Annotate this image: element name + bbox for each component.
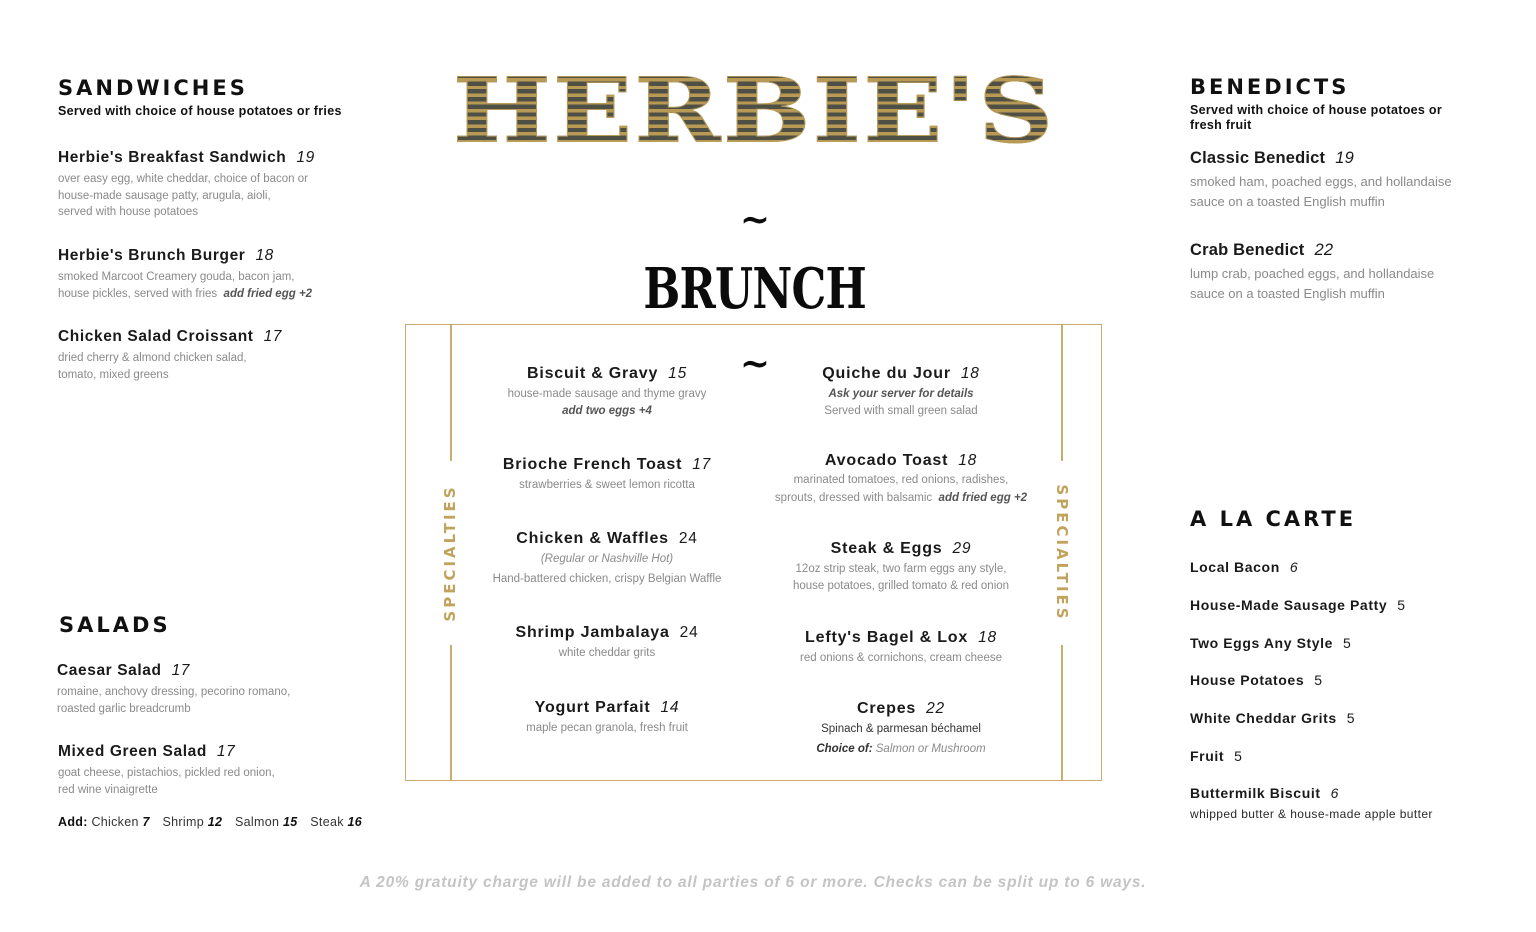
item-name: Quiche du Jour (822, 365, 951, 382)
item-name: Herbie's Brunch Burger (58, 247, 246, 264)
logo-herbies (436, 57, 1072, 170)
special-quiche-du-jour (756, 365, 1046, 419)
menu-item-brunch-burger (58, 247, 378, 302)
item-price: 19 (296, 149, 315, 166)
section-title-salads: SALADS (59, 613, 171, 637)
item-name: Chicken Salad Croissant (58, 328, 254, 345)
special-biscuit-gravy (466, 365, 748, 419)
item-description: smoked Marcoot Creamery gouda, bacon jam, house pickles, served with fries add fried egg +2 (58, 271, 313, 300)
item-description: strawberries & sweet lemon ricotta (519, 479, 695, 491)
item-description: house-made sausage and thyme gravy (507, 388, 707, 400)
item-price: 18 (958, 452, 978, 469)
menu-item-caesar-salad (57, 662, 377, 717)
specialties-box (405, 324, 1102, 781)
item-description: lump crab, poached eggs, and hollandaise sauce on a toasted English muffin (1190, 266, 1435, 301)
a-la-carte-item: Buttermilk Biscuit 6 whipped butter & house-made apple butter (1190, 785, 1433, 821)
item-name: Shrimp Jambalaya (515, 624, 670, 641)
item-name: Brioche French Toast (502, 456, 683, 473)
tilde-ornament-right: ~ (739, 342, 771, 385)
special-avocado-toast: Avocado Toast 18 marinated tomatoes, red onions, radishes, sprouts, dressed with balsamic add fried egg +2 (756, 452, 1046, 506)
item-description: maple pecan granola, fresh fruit (526, 722, 688, 734)
divider-line (1061, 325, 1063, 461)
item-name: Steak & Eggs (830, 540, 943, 557)
specialties-label-right: SPECIALTIES (1053, 484, 1071, 622)
divider-line (450, 645, 452, 781)
menu-item-chicken-salad-croissant (58, 328, 378, 383)
section-title-benedicts: BENEDICTS (1190, 75, 1350, 99)
item-price: 17 (692, 456, 712, 473)
item-description: marinated tomatoes, red onions, radishes, (793, 474, 1009, 486)
gratuity-note: A 20% gratuity charge will be added to all parties of 6 or more. Checks can be split up to 6 ways. (359, 874, 1147, 891)
addon-note: add two eggs +4 (562, 404, 652, 417)
special-crepes (756, 700, 1046, 757)
item-name: Classic Benedict (1190, 149, 1326, 167)
item-name: Crab Benedict (1190, 241, 1305, 259)
brunch-title: BRUNCH (643, 256, 867, 323)
divider-line (450, 325, 452, 461)
item-description: Spinach & parmesan béchamel (821, 723, 981, 735)
item-description: over easy egg, white cheddar, choice of bacon or house-made sausage patty, arugula, aioli, served with house potatoes (58, 173, 308, 218)
item-description: whipped butter & house-made apple butter (1190, 807, 1433, 821)
item-description: 12oz strip steak, two farm eggs any style, (795, 563, 1007, 575)
item-description: romaine, anchovy dressing, pecorino romano, roasted garlic breadcrumb (57, 686, 291, 715)
tilde-ornament-left: ~ (739, 198, 771, 241)
item-price: 24 (678, 530, 698, 547)
logo-text: HERBIE'S (436, 66, 1072, 155)
special-yogurt-parfait (466, 699, 748, 737)
specialties-label-left: SPECIALTIES (441, 484, 459, 622)
a-la-carte-item: House Potatoes 5 (1190, 672, 1323, 688)
addon-note: add fried egg +2 (938, 491, 1028, 504)
item-name: Herbie's Breakfast Sandwich (58, 149, 287, 166)
special-brioche-french-toast (466, 456, 748, 494)
specialties-right-column (756, 325, 1046, 780)
item-description: red onions & cornichons, cream cheese (800, 652, 1002, 664)
item-price: 14 (660, 699, 680, 716)
special-leftys-bagel-lox (756, 629, 1046, 667)
a-la-carte-item: Local Bacon 6 (1190, 559, 1299, 575)
section-title-sandwiches: SANDWICHES (58, 76, 248, 100)
sandwiches-section (58, 76, 388, 119)
divider-line (1061, 645, 1063, 781)
item-name: Crepes (857, 700, 917, 717)
a-la-carte-item: White Cheddar Grits 5 (1190, 710, 1356, 726)
addons-label: Add: (58, 815, 88, 829)
item-name: Yogurt Parfait (534, 699, 651, 716)
item-description: Served with small green salad (824, 404, 978, 417)
salad-addons: Add: Chicken 7 Shrimp 12 Salmon 15 Steak 16 (58, 815, 363, 829)
item-name: Lefty's Bagel & Lox (805, 629, 969, 646)
item-price: 17 (263, 328, 283, 345)
a-la-carte-item: Two Eggs Any Style 5 (1190, 635, 1352, 651)
special-steak-eggs: Steak & Eggs 29 12oz strip steak, two farm eggs any style, house potatoes, grilled tomato & red onion (756, 540, 1046, 594)
menu-item-classic-benedict (1190, 149, 1490, 212)
section-subtitle-benedicts: Served with choice of house potatoes or fresh fruit (1190, 103, 1443, 132)
item-name: Caesar Salad (57, 662, 162, 679)
item-price: 22 (1314, 241, 1334, 259)
section-title-a-la-carte: A LA CARTE (1190, 507, 1357, 531)
item-description: white cheddar grits (558, 647, 656, 659)
item-price: 19 (1335, 149, 1355, 167)
item-name: Biscuit & Gravy (527, 365, 659, 382)
item-price: 18 (960, 365, 980, 382)
section-subtitle-sandwiches: Served with choice of house potatoes or fries (58, 104, 342, 118)
item-price: 17 (171, 662, 191, 679)
menu-item-crab-benedict (1190, 241, 1490, 304)
choice-note: Choice of: Salmon or Mushroom (816, 742, 986, 755)
benedicts-section (1190, 75, 1490, 133)
server-note: Ask your server for details (828, 388, 974, 400)
item-description: smoked ham, poached eggs, and hollandaise sauce on a toasted English muffin (1190, 174, 1452, 209)
item-price: 18 (978, 629, 997, 646)
item-name: Avocado Toast (824, 452, 949, 469)
special-shrimp-jambalaya (466, 624, 748, 662)
item-price: 17 (216, 743, 236, 760)
menu-item-mixed-green-salad (58, 743, 378, 798)
a-la-carte-item: Fruit 5 (1190, 748, 1243, 764)
item-name: Chicken & Waffles (516, 530, 669, 547)
item-price: 18 (255, 247, 274, 264)
item-name: Mixed Green Salad (58, 743, 207, 760)
item-price: 22 (926, 700, 945, 717)
item-description: goat cheese, pistachios, pickled red onion, red wine vinaigrette (58, 767, 275, 796)
item-price: 29 (952, 540, 972, 557)
a-la-carte-item: House-Made Sausage Patty 5 (1190, 597, 1406, 613)
item-price: 24 (679, 624, 699, 641)
specialties-left-column (466, 325, 748, 780)
item-price: 15 (668, 365, 687, 382)
item-variant-note: (Regular or Nashville Hot) (540, 553, 674, 565)
special-chicken-waffles (466, 530, 748, 587)
addon-note: add fried egg +2 (223, 287, 313, 300)
menu-item-breakfast-sandwich (58, 149, 378, 221)
item-description: dried cherry & almond chicken salad, tomato, mixed greens (58, 352, 247, 381)
item-description: Hand-battered chicken, crispy Belgian Waffle (492, 572, 722, 585)
